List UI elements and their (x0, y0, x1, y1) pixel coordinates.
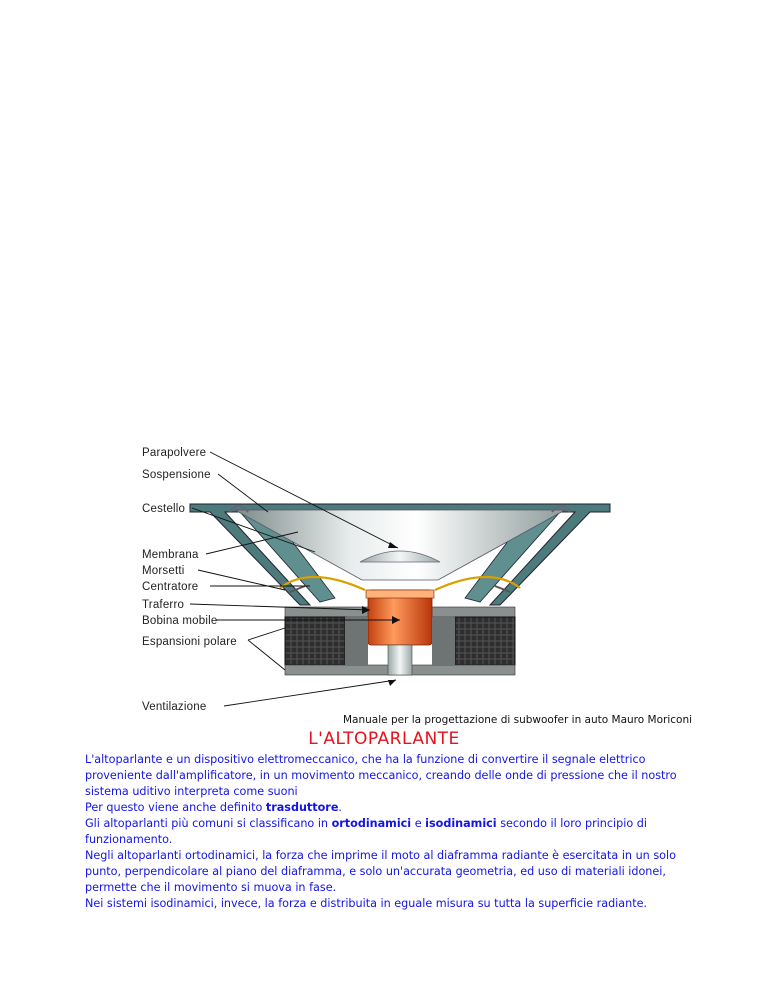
label-centratore: Centratore (142, 581, 199, 593)
label-traferro: Traferro (142, 599, 185, 611)
paragraph-1: L'altoparlante e un dispositivo elettromeccanico, che ha la funzione di convertire il segnale elettrico proveniente dall'amplificatore, in un movimento meccanico, creando delle onde di pressione che il nostro sistema uditivo interpreta come suoni (85, 753, 677, 798)
text-span: Per questo viene anche definito (85, 801, 266, 814)
paragraph-2 (85, 800, 695, 816)
text-span: e (411, 817, 426, 830)
keyword-ortodinamici: ortodinamici (331, 817, 412, 830)
label-bobina-mobile: Bobina mobile (142, 615, 218, 627)
magnet (285, 617, 345, 665)
text-span: . (338, 801, 342, 814)
paragraph-3 (85, 816, 695, 848)
paragraph-4: Negli altoparlanti ortodinamici, la forza che imprime il moto al diaframma radiante è esercitata in un solo punto, perpendicolare al piano del diaframma, e solo un'accurata geometria, ed uso di materiali idonei, permette che il movimento si muova in fase. (85, 849, 676, 894)
label-parapolvere: Parapolvere (142, 447, 207, 459)
text-span: Gli altoparlanti più comuni si classificano in (85, 817, 332, 830)
caption: Manuale per la progettazione di subwoofer in auto Mauro Moriconi (343, 714, 693, 726)
label-morsetti: Morsetti (142, 565, 185, 577)
vent (388, 645, 412, 675)
label-espansioni-polare: Espansioni polare (142, 636, 237, 648)
body-text (85, 752, 695, 912)
loudspeaker-diagram (120, 440, 640, 715)
text-span: secondo il loro principio di funzionamento. (85, 817, 647, 846)
label-membrana: Membrana (142, 549, 199, 561)
page-title: L'ALTOPARLANTE (308, 729, 460, 749)
paragraph-5: Nei sistemi isodinamici, invece, la forza e distribuita in eguale misura su tutta la superficie radiante. (85, 897, 648, 910)
keyword-trasduttore: trasduttore (265, 801, 339, 814)
label-ventilazione: Ventilazione (142, 701, 207, 713)
keyword-isodinamici: isodinamici (425, 817, 497, 830)
label-cestello: Cestello (142, 503, 186, 515)
label-sospensione: Sospensione (142, 469, 211, 481)
